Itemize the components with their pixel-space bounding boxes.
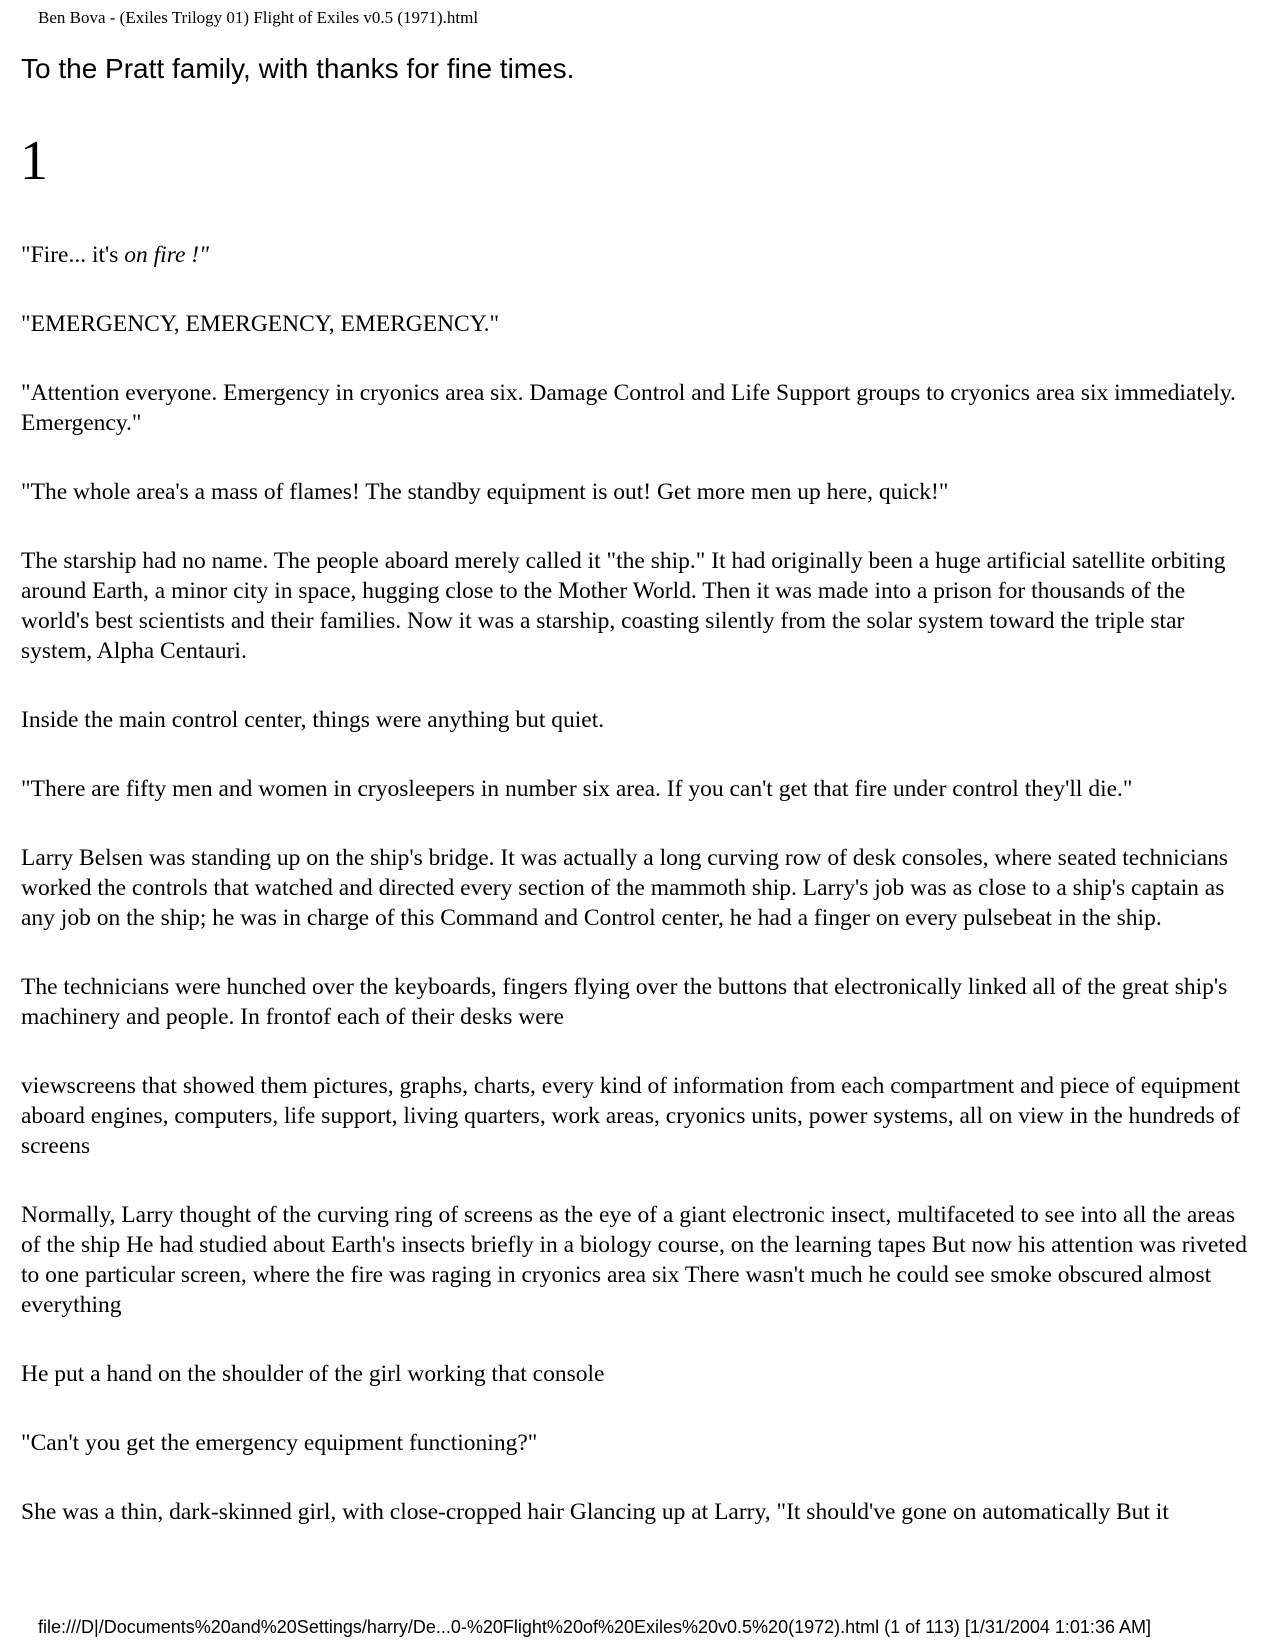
paragraph: Inside the main control center, things were anything but quiet. xyxy=(21,707,605,733)
paragraph: She was a thin, dark-skinned girl, with close-cropped hair Glancing up at Larry, "It should've gone on automatically But it xyxy=(21,1499,1169,1525)
chapter-body xyxy=(21,240,1256,1527)
paragraph: "Attention everyone. Emergency in cryonics area six. Damage Control and Life Support groups to cryonics area six immediately. Emergency." xyxy=(21,380,1236,436)
dedication: To the Pratt family, with thanks for fine times. xyxy=(21,53,575,84)
paragraph-text: "Fire... it's xyxy=(21,242,125,268)
paragraph: Normally, Larry thought of the curving ring of screens as the eye of a giant electronic insect, multifaceted to see into all the areas of the ship He had studied about Earth's insects briefly in a biology course, on the learning tapes But now his attention was riveted to one particular screen, where the fire was raging in cryonics area six There wasn't much he could see smoke obscured almost everything xyxy=(21,1202,1247,1318)
paragraph: "EMERGENCY, EMERGENCY, EMERGENCY." xyxy=(21,311,500,337)
paragraph: The technicians were hunched over the keyboards, fingers flying over the buttons that electronically linked all of the great ship's machinery and people. In frontof each of their desks were xyxy=(21,974,1228,1030)
document-title-header: Ben Bova - (Exiles Trilogy 01) Flight of Exiles v0.5 (1971).html xyxy=(38,8,479,27)
paragraph: "There are fifty men and women in cryosleepers in number six area. If you can't get that fire under control they'll die." xyxy=(21,776,1133,802)
paragraph: The starship had no name. The people aboard merely called it "the ship." It had originally been a huge artificial satellite orbiting around Earth, a minor city in space, hugging close to the Mother World. Then it was made into a prison for thousands of the world's best scientists and their families. Now it was a starship, coasting silently from the solar system toward the triple star system, Alpha Centauri. xyxy=(21,548,1226,664)
paragraph: viewscreens that showed them pictures, graphs, charts, every kind of information from each compartment and piece of equipment aboard engines, computers, life support, living quarters, work areas, cryonics units, power systems, all on view in the hundreds of screens xyxy=(21,1073,1241,1159)
paragraph: He put a hand on the shoulder of the girl working that console xyxy=(21,1361,605,1387)
file-path-footer: file:///D|/Documents%20and%20Settings/harry/De...0-%20Flight%20of%20Exiles%20v0.5%20(1972).html (1 of 113) [1/31/2004 1:01:36 AM] xyxy=(38,1617,1151,1637)
paragraph: Larry Belsen was standing up on the ship's bridge. It was actually a long curving row of desk consoles, where seated technicians worked the controls that watched and directed every section of the mammoth ship. Larry's job was as close to a ship's captain as any job on the ship; he was in charge of this Command and Control center, he had a finger on every pulsebeat in the ship. xyxy=(21,845,1228,931)
chapter-number: 1 xyxy=(20,130,48,192)
paragraph xyxy=(21,240,1256,270)
emphasis-text: on fire !" xyxy=(124,242,209,268)
paragraph: "The whole area's a mass of flames! The standby equipment is out! Get more men up here, quick!" xyxy=(21,479,949,505)
paragraph: "Can't you get the emergency equipment functioning?" xyxy=(21,1430,538,1456)
